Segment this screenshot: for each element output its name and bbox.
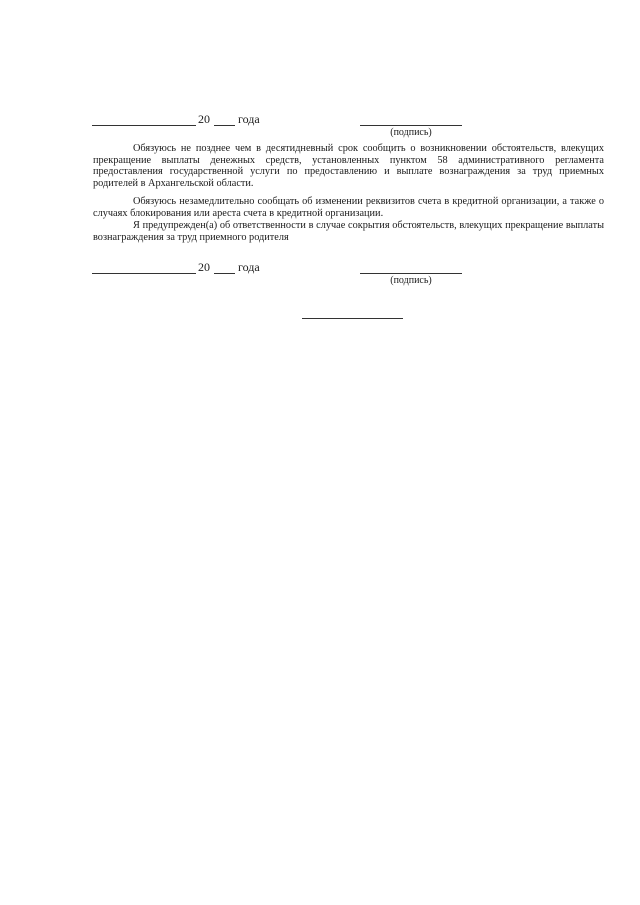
year-blank-line — [214, 125, 235, 126]
signature-caption: (подпись) — [390, 275, 432, 286]
year-blank-line — [214, 273, 235, 274]
signature-line — [360, 273, 462, 274]
signature-block-1 — [0, 112, 640, 144]
paragraph-responsibility-warning: Я предупрежден(а) об ответственности в случае сокрытия обстоятельств, влекущих прекращение выплаты вознаграждения за труд приемного родителя — [93, 220, 604, 243]
year-suffix: года — [238, 260, 260, 274]
paragraph-notification-obligation: Обязуюсь не позднее чем в десятидневный срок сообщить о возникновении обстоятельств, влекущих прекращение выплаты денежных средств, установленных пунктом 58 административного регламента предоставления государственной услуги по предоставлению и выплате вознаграждения за труд приемных родителей в Архангельской области. — [93, 143, 604, 189]
signature-block-2 — [0, 260, 640, 292]
closing-separator-line — [302, 318, 403, 319]
signature-line — [360, 125, 462, 126]
signature-caption: (подпись) — [390, 127, 432, 138]
year-suffix: года — [238, 112, 260, 126]
paragraph-account-changes: Обязуюсь незамедлительно сообщать об изменении реквизитов счета в кредитной организации, а также о случаях блокирования или ареста счета в кредитной организации. — [93, 196, 604, 219]
date-blank-line — [92, 273, 196, 274]
year-prefix: 20 — [198, 112, 210, 126]
date-blank-line — [92, 125, 196, 126]
year-prefix: 20 — [198, 260, 210, 274]
